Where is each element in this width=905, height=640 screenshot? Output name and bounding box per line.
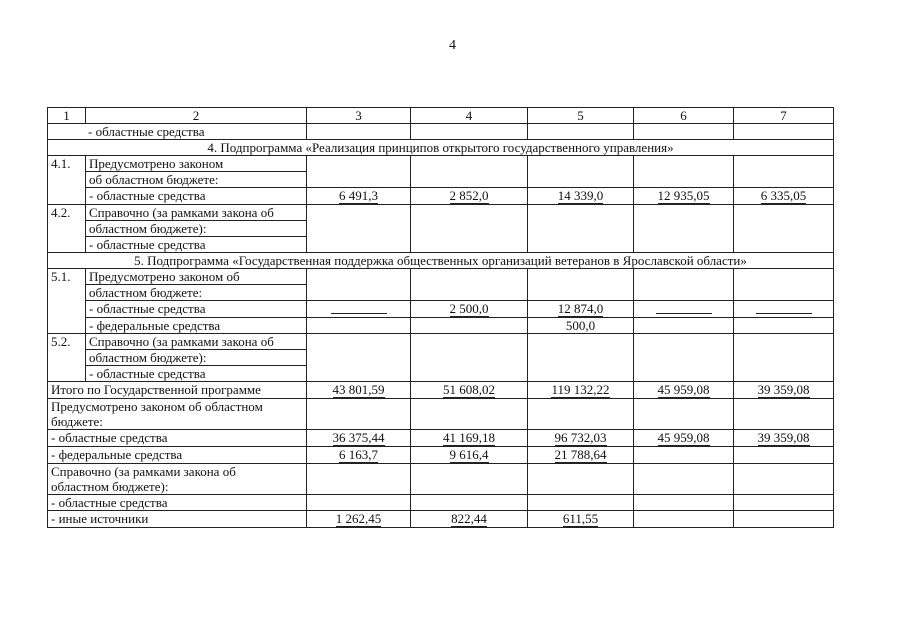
value-cell: 51 608,02 [443,382,495,397]
table-row [48,511,834,528]
row-label: - областные средства [86,301,307,318]
value-cell: 500,0 [565,318,596,333]
row-label: - областные средства [48,495,307,511]
value-cell: 45 959,08 [657,382,710,397]
page-number: 4 [449,38,456,53]
row-label: об областном бюджете: [86,172,307,188]
value-cell: 6 163,7 [339,447,378,462]
total-row [48,382,834,399]
row-label: - федеральные средства [48,447,307,464]
table-row [48,447,834,464]
section-title-row [48,253,834,269]
value-cell: 6 335,05 [760,188,807,203]
row-label: Справочно (за рамками закона об [86,334,307,350]
value-cell: 822,44 [451,511,487,526]
row-label: областном бюджете): [86,221,307,237]
row-number: 4.2. [48,205,86,253]
table-row [48,464,834,495]
value-cell: 36 375,44 [332,430,385,445]
value-cell: 39 359,08 [757,382,810,397]
table-row [48,430,834,447]
header-cell: 5 [528,108,634,124]
value-cell: 96 732,03 [554,430,607,445]
value-cell: 9 616,4 [449,447,489,462]
table-row [48,301,834,318]
row-label: Предусмотрено законом об [86,269,307,285]
row-label: - областные средства [48,430,307,447]
value-cell: 45 959,08 [657,430,710,445]
row-label: - областные средства [86,366,307,382]
row-number: 5.1. [48,269,86,334]
table-row [48,124,834,140]
row-number: 4.1. [48,156,86,205]
value-cell: 41 169,18 [443,430,495,445]
value-cell: 2 500,0 [449,301,489,316]
value-cell: 2 852,0 [449,188,489,203]
value-cell: 119 132,22 [551,382,610,397]
table-row [48,399,834,430]
table-row [48,205,834,221]
row-label: Предусмотрено законом [86,156,307,172]
value-cell: 21 788,64 [554,447,607,462]
row-label: - федеральные средства [86,318,307,334]
row-label: Справочно (за рамками закона об [86,205,307,221]
header-cell: 4 [411,108,528,124]
dash-cell [307,301,411,318]
row-number: 5.2. [48,334,86,382]
table-row [48,318,834,334]
row-label: областном бюджете): [86,350,307,366]
row-label: - областные средства [86,237,307,253]
table-header-row [48,108,834,124]
table-row [48,269,834,285]
value-cell: 12 874,0 [557,301,604,316]
value-cell: 12 935,05 [657,188,710,203]
section-title-row [48,140,834,156]
row-label: - областные средства [48,124,307,140]
value-cell: 43 801,59 [332,382,385,397]
header-cell: 7 [734,108,834,124]
row-label: Справочно (за рамками закона об [51,464,236,479]
value-cell: 6 491,3 [339,188,378,203]
value-cell: 39 359,08 [757,430,810,445]
table-row [48,334,834,350]
table-row [48,188,834,205]
header-cell: 6 [634,108,734,124]
row-label: - областные средства [86,188,307,205]
section-4-title: 4. Подпрограмма «Реализация принципов открытого государственного управления» [48,140,834,156]
row-label: областном бюджете): [51,479,169,494]
dash-cell [734,301,834,318]
dash-cell [634,301,734,318]
header-cell: 3 [307,108,411,124]
section-5-title: 5. Подпрограмма «Государственная поддержка общественных организаций ветеранов в Ярославской области» [48,253,834,269]
row-label: Предусмотрено законом об областном [51,399,263,414]
budget-table [47,107,834,528]
row-label: областном бюджете: [86,285,307,301]
value-cell: 14 339,0 [557,188,604,203]
header-cell: 1 [48,108,86,124]
value-cell: 1 262,45 [335,511,382,526]
value-cell: 611,55 [562,511,599,526]
row-label: - иные источники [48,511,307,528]
row-label: бюджете: [51,414,103,429]
table-row [48,495,834,511]
table-row [48,156,834,172]
header-cell: 2 [86,108,307,124]
row-label: Итого по Государственной программе [48,382,307,399]
